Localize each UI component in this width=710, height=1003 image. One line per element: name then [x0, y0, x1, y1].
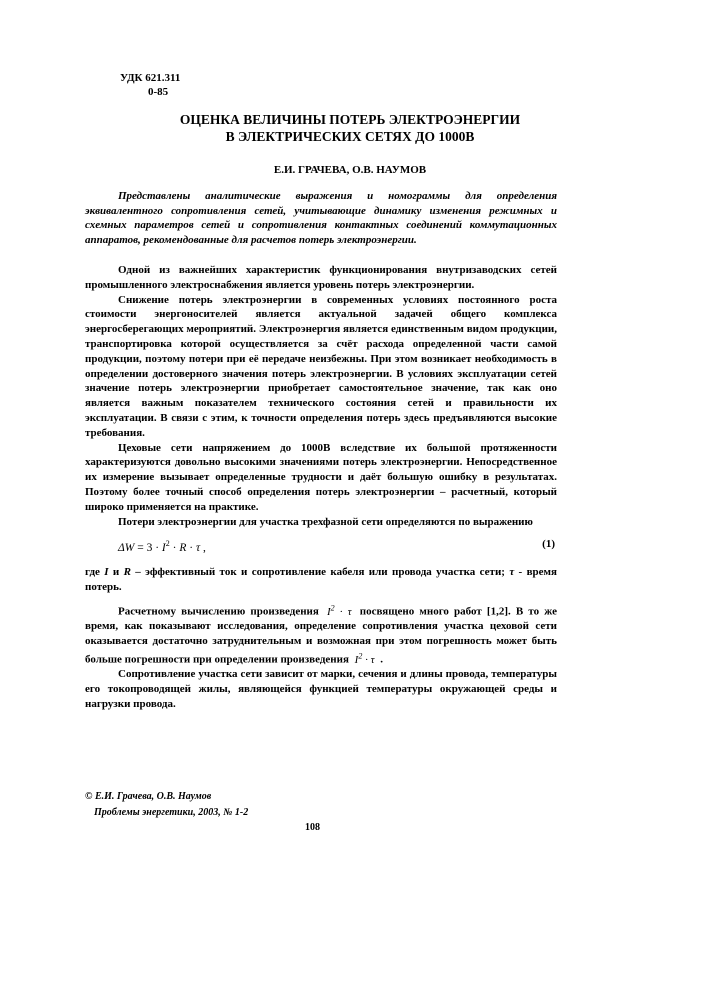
- paper-authors: Е.И. ГРАЧЕВА, О.В. НАУМОВ: [273, 164, 427, 176]
- abstract: Представлены аналитические выражения и номограммы для определения эквивалентного сопротивления сетей, учитывающие динамику изменения режимных и схемных параметров сетей и сопротивления контактных соединений коммутационных аппаратов, рекомендованные для расчетов потерь электроэнергии.: [85, 190, 557, 246]
- paragraph-7: Сопротивление участка сети зависит от марки, сечения и длины провода, температуры его токопроводящей жилы, являющейся функцией температуры окружающей среды и нагрузки провода.: [85, 668, 557, 711]
- formula-dot-2: ·: [186, 542, 196, 555]
- paragraph-1: Одной из важнейших характеристик функционирования внутризаводских сетей промышленного электроснабжения является уровень потерь электроэнергии.: [85, 264, 557, 291]
- paragraph-6: [85, 601, 557, 668]
- title-line-1: ОЦЕНКА ВЕЛИЧИНЫ ПОТЕРЬ ЭЛЕКТРОЭНЕРГИИ: [179, 112, 521, 127]
- p5-text-b: и: [108, 566, 124, 579]
- formula-eq: = 3 ·: [134, 542, 162, 555]
- p5-var-i: I: [104, 566, 109, 579]
- p6-math-2-exp: 2: [358, 650, 363, 660]
- p6-math-1-var: I: [326, 605, 331, 618]
- p6-text-c: .: [377, 653, 384, 666]
- p5-text-c: – эффективный ток и сопротивление кабеля или провода участка сети;: [130, 566, 510, 579]
- p5-var-r: R: [123, 566, 131, 579]
- p6-math-1: [324, 602, 355, 618]
- formula-end: ,: [200, 542, 206, 555]
- p6-text-a: Расчетному вычислению произведения: [118, 605, 324, 618]
- page-number: 108: [305, 822, 320, 833]
- formula-var-i: I: [161, 542, 166, 555]
- title-line-2: В ЭЛЕКТРИЧЕСКИХ СЕТЯХ ДО 1000В: [225, 129, 475, 144]
- copyright-line: © Е.И. Грачева, О.В. Наумов: [85, 791, 212, 802]
- paragraph-2: Снижение потерь электроэнергии в современных условиях постоянного роста стоимости энергоносителей является актуальной задачей общего комплекса энергосберегающих мероприятий. Электроэнергия является единственным видом продукции, транспортировка которой осуществляется за счёт расхода определенной части самой продукции, поэтому потери при её передаче неизбежны. При этом возникает необходимость в определении достоверного значения потерь электроэнергии. В условиях эксплуатации сетей значение потерь электроэнергии приобретает самостоятельное значение, так как оно является важным показателем технического состояния сетей и правильности их эксплуатации. В связи с этим, к точности определения потерь здесь предъявляются высокие требования.: [85, 293, 557, 439]
- formula-1-row: [85, 531, 557, 561]
- p6-math-2-rest: · τ: [362, 653, 375, 666]
- udk-block: [120, 71, 180, 99]
- classification-code: 0-85: [148, 86, 169, 98]
- body-text: [85, 263, 557, 712]
- formula-1: [118, 537, 206, 556]
- formula-var-r: R: [179, 542, 187, 555]
- formula-number: (1): [542, 538, 555, 551]
- p5-text-d: - время потерь.: [85, 566, 557, 594]
- formula-dot-1: ·: [169, 542, 180, 555]
- journal-citation: Проблемы энергетики, 2003, № 1-2: [94, 807, 249, 818]
- paragraph-4: Потери электроэнергии для участка трехфазной сети определяются по выражению: [118, 515, 533, 528]
- paragraph-5: [85, 565, 557, 595]
- udk-code: УДК 621.311: [120, 72, 181, 84]
- p6-math-1-exp: 2: [330, 602, 335, 612]
- formula-exponent: 2: [165, 539, 170, 549]
- p6-math-2-var: I: [354, 653, 359, 666]
- p6-text-b: посвящено много работ [1,2]. В то же время, как показывают исследования, определение сопротивления участка цеховой сети оказывается достаточно затруднительным и возможная при этом погрешность может быть больше погрешности при определении произведения: [85, 605, 557, 666]
- p5-var-tau: τ: [509, 566, 515, 579]
- p6-math-2: [352, 650, 378, 666]
- formula-tau: τ: [195, 542, 201, 555]
- paper-title: [100, 111, 600, 145]
- paragraph-3: Цеховые сети напряжением до 1000В вследствие их большой протяженности характеризуются довольно высокими значениями потерь электроэнергии. Непосредственное их измерение вызывает определенные трудности и даёт большую ошибку в результатах. Поэтому более точный способ определения потерь электроэнергии – расчетный, который широко применяется на практике.: [85, 441, 557, 513]
- formula-lhs: ΔW: [118, 542, 135, 555]
- p5-text-a: где: [85, 566, 105, 579]
- p6-math-1-rest: · τ: [334, 605, 352, 618]
